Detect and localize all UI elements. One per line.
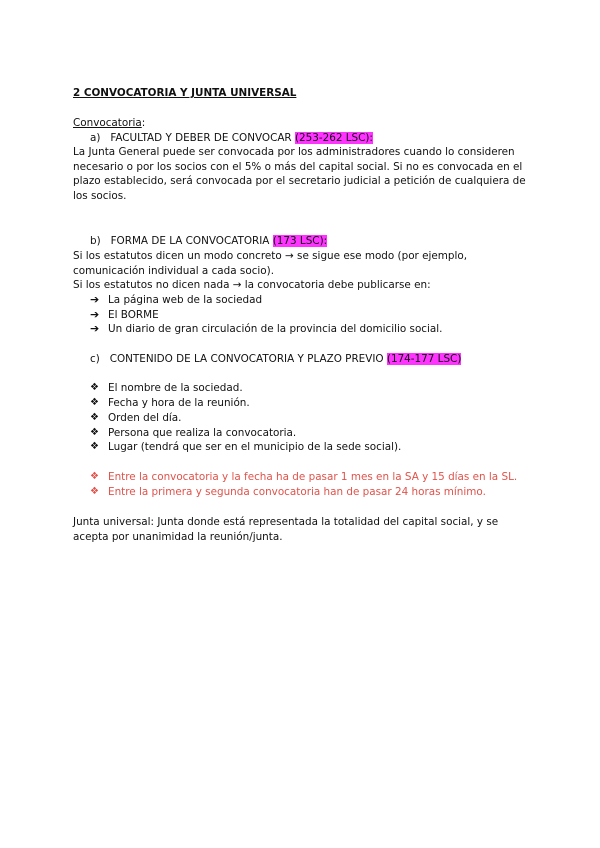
list-item-text: Un diario de gran circulación de la provincia del domicilio social.	[108, 323, 443, 335]
subsection-a-ref-highlight: (253-262 LSC):	[294, 132, 373, 144]
list-item	[90, 440, 401, 455]
list-item-text: Entre la primera y segunda convocatoria han de pasar 24 horas mínimo.	[108, 486, 486, 498]
list-item	[90, 381, 243, 396]
subsection-a-title: FACULTAD Y DEBER DE CONVOCAR	[110, 132, 295, 144]
list-item	[90, 308, 159, 323]
subsection-c-ref-highlight: (174-177 LSC)	[386, 353, 462, 365]
junta-universal-paragraph: Junta universal: Junta donde está representada la totalidad del capital social, y se acepta por unanimidad la reunión/junta.	[73, 516, 499, 543]
subsection-c-heading	[90, 352, 461, 367]
list-item-text: Orden del día.	[108, 412, 182, 424]
subsection-b-title: FORMA DE LA CONVOCATORIA	[110, 235, 273, 247]
list-item-text: Lugar (tendrá que ser en el municipio de la sede social).	[108, 441, 402, 453]
subsection-b-ref-highlight: (173 LSC):	[272, 235, 328, 247]
list-item-text: Entre la convocatoria y la fecha ha de pasar 1 mes en la SA y 15 días en la SL.	[108, 471, 518, 483]
subsection-a-paragraph: La Junta General puede ser convocada por los administradores cuando lo consideren necesario o por los socios con el 5% o más del capital social. Si no es convocada en el plazo establecido, será convocada por el secretario judicial a petición de cualquiera de los socios.	[73, 146, 526, 203]
arrow-icon: ➔	[90, 322, 100, 335]
list-item-text: Fecha y hora de la reunión.	[108, 397, 250, 409]
subsection-a-marker: a)	[90, 132, 101, 144]
subsection-a-heading	[90, 131, 373, 146]
list-item	[90, 322, 442, 337]
list-item-text: El BORME	[108, 309, 159, 321]
list-item-text: El nombre de la sociedad.	[108, 382, 243, 394]
list-item	[90, 411, 181, 426]
diamond-bullet-icon: ❖	[90, 412, 99, 423]
list-item	[90, 293, 262, 308]
subsection-b-heading	[90, 234, 327, 249]
subsection-b-paragraph-2: Si los estatutos no dicen nada → la convocatoria debe publicarse en:	[73, 279, 431, 291]
subsection-b-marker: b)	[90, 235, 101, 247]
convocatoria-label	[73, 116, 530, 131]
diamond-bullet-icon: ❖	[90, 382, 99, 393]
convocatoria-label-text: Convocatoria	[73, 117, 142, 129]
arrow-icon: ➔	[90, 293, 100, 306]
diamond-bullet-icon: ❖	[90, 471, 99, 482]
list-item-text: La página web de la sociedad	[108, 294, 263, 306]
convocatoria-label-colon: :	[141, 117, 146, 129]
subsection-c-title: CONTENIDO DE LA CONVOCATORIA Y PLAZO PREVIO	[109, 353, 387, 365]
diamond-bullet-icon: ❖	[90, 427, 99, 438]
subsection-b-paragraph-1: Si los estatutos dicen un modo concreto → se sigue ese modo (por ejemplo, comunicación individual a cada socio).	[73, 250, 468, 277]
diamond-bullet-icon: ❖	[90, 397, 99, 408]
diamond-bullet-icon: ❖	[90, 441, 99, 452]
list-item	[90, 485, 486, 500]
diamond-bullet-icon: ❖	[90, 486, 99, 497]
list-item-text: Persona que realiza la convocatoria.	[108, 427, 297, 439]
arrow-icon: ➔	[90, 308, 100, 321]
subsection-c-marker: c)	[90, 353, 100, 365]
list-item	[90, 396, 250, 411]
list-item	[90, 426, 296, 441]
list-item	[90, 470, 517, 485]
section-title: 2 CONVOCATORIA Y JUNTA UNIVERSAL	[73, 87, 297, 99]
